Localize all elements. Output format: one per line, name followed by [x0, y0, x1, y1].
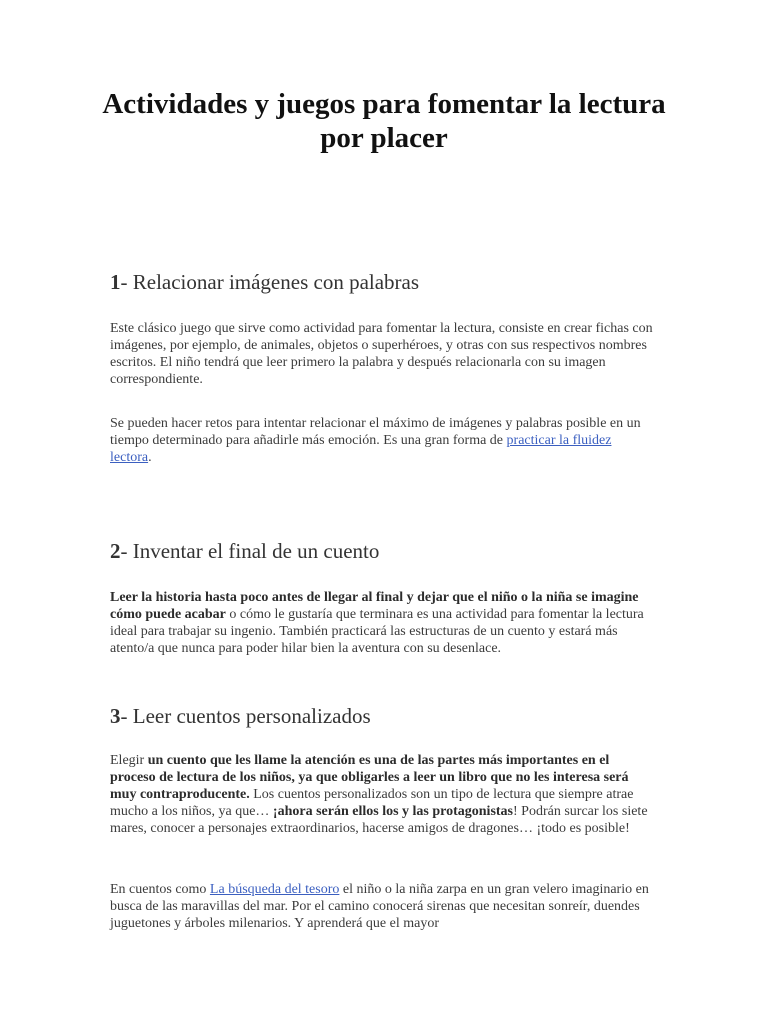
paragraph-text: el niño o la niña zarpa en un gran velero imaginario en busca de las maravillas del mar. Por el camino conocerá sirenas que necesitan sonreír, duendes juguetones y árboles milenarios. Y aprenderá que el mayor — [110, 882, 649, 931]
section-1-paragraph-1 — [110, 320, 655, 388]
paragraph-bold: un cuento que les llame la atención es una de las partes más importantes en el proceso de lectura de los niños, ya que obligarles a leer un libro que no les interesa será muy contraproducente. — [110, 753, 629, 802]
busqueda-del-tesoro-link[interactable]: La búsqueda del tesoro — [209, 882, 340, 897]
section-heading-text: - Leer cuentos personalizados — [120, 704, 371, 728]
paragraph-bold: ¡ahora serán ellos los y las protagonistas — [272, 804, 514, 819]
section-heading-text: - Inventar el final de un cuento — [120, 539, 380, 563]
page-title: Actividades y juegos para fomentar la lectura por placer — [102, 88, 666, 154]
paragraph-text: Se pueden hacer retos para intentar relacionar el máximo de imágenes y palabras posible en un tiempo determinado para añadirle más emoción. Es una gran forma de — [110, 416, 641, 448]
paragraph-text: . — [148, 450, 152, 465]
section-3-paragraph-1 — [110, 752, 655, 837]
paragraph-bold-lead: Leer la historia hasta poco antes de llegar al final y dejar que el niño o la niña se imagine cómo puede acabar — [110, 590, 639, 622]
paragraph-text: Elegir — [110, 753, 148, 768]
paragraph-text: Los cuentos personalizados son un tipo de lectura que siempre atrae mucho a los niños, ya que… — [110, 787, 634, 819]
section-heading-1 — [110, 269, 419, 295]
paragraph-text: ! Podrán surcar los siete mares, conocer a personajes extraordinarios, hacerse amigos de dragones… ¡todo es posible! — [110, 804, 648, 836]
paragraph-text: Este clásico juego que sirve como actividad para fomentar la lectura, consiste en crear fichas con imágenes, por ejemplo, de animales, objetos o superhéroes, y otras con sus respectivos nombres escritos. El niño tendrá que leer primero la palabra y después relacionarla con su imagen correspondiente. — [110, 321, 653, 387]
section-heading-text: - Relacionar imágenes con palabras — [120, 270, 420, 294]
section-3-paragraph-2 — [110, 881, 655, 932]
section-number: 3 — [110, 704, 121, 728]
section-heading-3 — [110, 703, 371, 729]
section-number: 2 — [110, 539, 121, 563]
section-number: 1 — [110, 270, 121, 294]
section-2-paragraph-1 — [110, 589, 655, 657]
section-heading-2 — [110, 538, 379, 564]
section-1-paragraph-2 — [110, 415, 655, 466]
fluidez-lectora-link[interactable]: practicar la fluidez lectora — [110, 433, 612, 465]
paragraph-text: o cómo le gustaría que terminara es una actividad para fomentar la lectura ideal para trabajar su ingenio. También practicará las estructuras de un cuento y estará más atento/a que nunca para poder hilar bien la aventura con su desenlace. — [110, 607, 644, 656]
paragraph-text: En cuentos como — [110, 882, 210, 897]
